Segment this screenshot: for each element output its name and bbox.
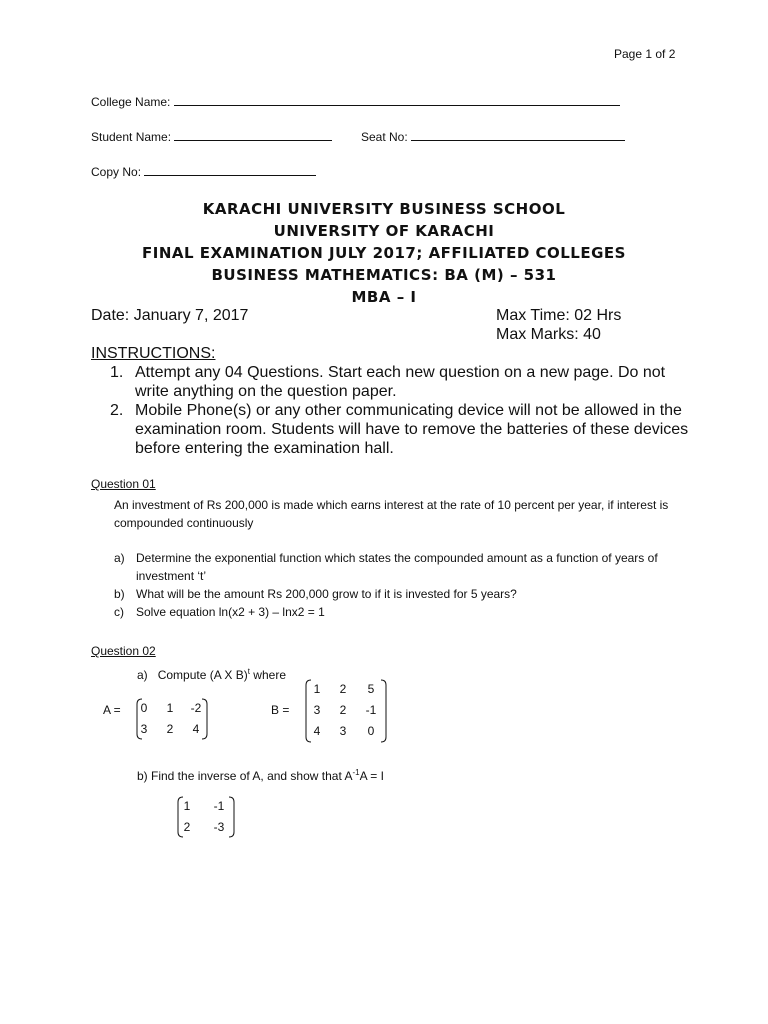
matrix-cell: 2 [183, 820, 191, 834]
header-program: MBA – I [351, 288, 417, 306]
matrix-cell: -3 [213, 820, 225, 834]
matrix-cell: -1 [365, 703, 377, 717]
question-1-body: An investment of Rs 200,000 is made which earns interest at the rate of 10 percent per year, if interest is compounded continuously [114, 498, 669, 530]
part-label: a) [114, 551, 125, 565]
part-tail: A = I [359, 769, 384, 783]
part-label: c) [114, 605, 124, 619]
header-exam: FINAL EXAMINATION JULY 2017; AFFILIATED COLLEGES [142, 244, 626, 262]
matrix-cell: 0 [367, 724, 375, 738]
copy-no-label: Copy No: [91, 165, 142, 179]
question-2-title: Question 02 [91, 644, 156, 658]
college-name-line [174, 94, 620, 106]
header-university: UNIVERSITY OF KARACHI [273, 222, 495, 240]
part-text: Compute (A X B) [157, 668, 248, 682]
student-name-label: Student Name: [91, 130, 172, 144]
college-name-label: College Name: [91, 95, 171, 109]
max-time: Max Time: 02 Hrs [496, 307, 622, 324]
question-1-parts [114, 549, 694, 621]
matrix-cell: 1 [183, 799, 191, 813]
matrix-a-label: A = [103, 703, 121, 717]
exam-date: Date: January 7, 2017 [91, 307, 249, 324]
instruction-item [110, 363, 690, 401]
question-2-part-a [137, 663, 286, 684]
part-text: Determine the exponential function which states the compounded amount as a function of years of investment ‘t’ [136, 551, 658, 583]
matrix-cell: 3 [339, 724, 347, 738]
student-name-line [174, 129, 332, 141]
matrix-cell: 4 [313, 724, 321, 738]
instruction-item [110, 401, 690, 458]
matrix-inverse-example [177, 796, 235, 838]
matrix-cell: 0 [140, 701, 148, 715]
page-number: Page 1 of 2 [614, 47, 676, 61]
copy-no-field [91, 164, 316, 179]
header-course: BUSINESS MATHEMATICS: BA (M) – 531 [211, 266, 557, 284]
transpose-superscript: t [247, 667, 250, 676]
question-2-part-b [137, 764, 384, 785]
matrix-a [136, 698, 208, 740]
instruction-number: 1. [110, 364, 124, 381]
question-part [114, 585, 694, 603]
part-label: a) [137, 668, 148, 682]
header-school: KARACHI UNIVERSITY BUSINESS SCHOOL [202, 200, 566, 218]
matrix-cell: 3 [313, 703, 321, 717]
question-part [114, 603, 694, 621]
student-name-field [91, 129, 332, 144]
part-text: What will be the amount Rs 200,000 grow to if it is invested for 5 years? [136, 587, 517, 601]
instruction-text: Mobile Phone(s) or any other communicating device will not be allowed in the examination room. Students will have to remove the batteries of these devices before entering the examination hall. [135, 402, 689, 457]
matrix-cell: 2 [339, 703, 347, 717]
matrix-cell: 4 [192, 722, 200, 736]
part-label: b) [114, 587, 125, 601]
instruction-number: 2. [110, 402, 124, 419]
matrix-cell: -1 [213, 799, 225, 813]
seat-no-field [361, 129, 625, 144]
max-marks: Max Marks: 40 [496, 326, 601, 343]
matrix-cell: -2 [190, 701, 202, 715]
matrix-cell: 2 [339, 682, 347, 696]
copy-no-line [144, 164, 316, 176]
seat-no-label: Seat No: [361, 130, 408, 144]
inverse-superscript: -1 [352, 768, 360, 777]
part-tail: where [249, 668, 286, 682]
college-name-field [91, 94, 620, 109]
matrix-b-label: B = [271, 703, 290, 717]
matrix-cell: 1 [166, 701, 174, 715]
part-text: Solve equation ln(x2 + 3) – lnx2 = 1 [136, 605, 325, 619]
seat-no-line [411, 129, 625, 141]
part-text: b) Find the inverse of A, and show that A [137, 769, 353, 783]
matrix-b [305, 679, 387, 743]
matrix-cell: 1 [313, 682, 321, 696]
question-1-title: Question 01 [91, 477, 156, 491]
instructions-list [110, 363, 690, 458]
matrix-cell: 5 [367, 682, 375, 696]
question-part [114, 549, 694, 585]
instruction-text: Attempt any 04 Questions. Start each new question on a new page. Do not write anything on the question paper. [135, 364, 666, 400]
instructions-title: INSTRUCTIONS: [91, 345, 216, 362]
matrix-cell: 2 [166, 722, 174, 736]
matrix-cell: 3 [140, 722, 148, 736]
